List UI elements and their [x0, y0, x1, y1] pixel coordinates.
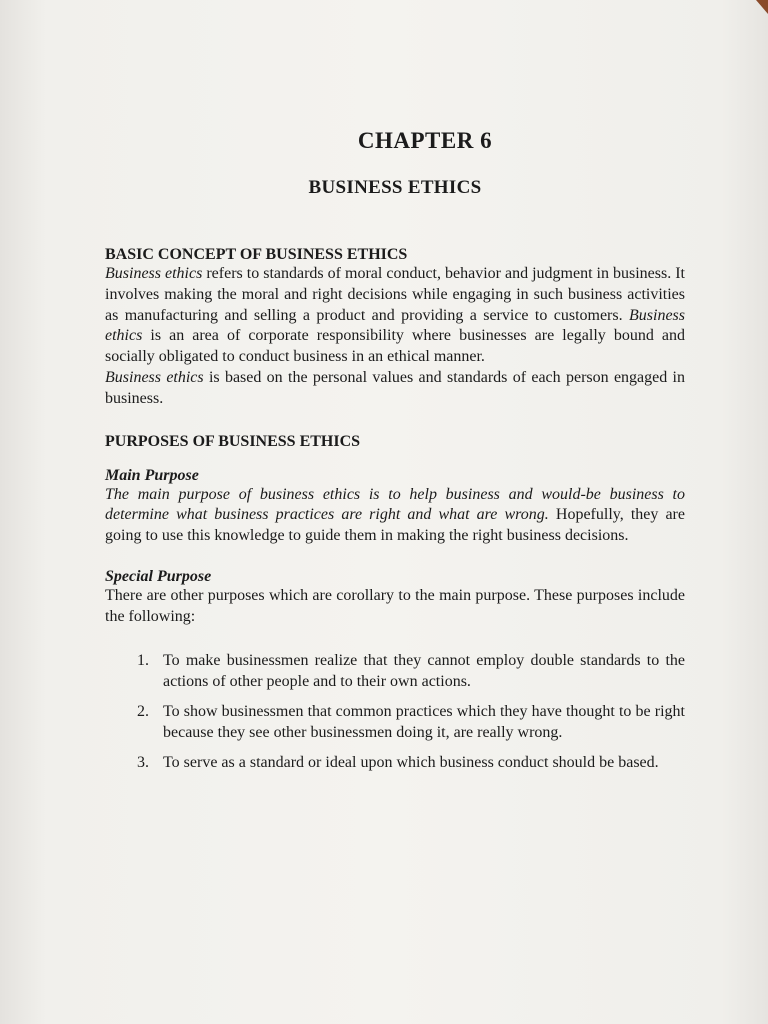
list-item-text: To show businessmen that common practices which they have thought to be right because they see other businessmen doing it, are really wrong. [163, 702, 685, 741]
list-item-number: 1. [137, 651, 149, 669]
list-item [105, 650, 685, 692]
subheading-special-purpose: Special Purpose [105, 567, 212, 585]
page-corner-mark [756, 0, 768, 14]
page-content [105, 128, 685, 782]
definition-text: refers to standards of moral conduct, behavior and judgment in business. It involves making the moral and right decisions while engaging in such business activities as manufacturing and selling a product and providing a service to customers. [105, 265, 686, 324]
chapter-subtitle: BUSINESS ETHICS [308, 177, 482, 198]
list-item-text: To serve as a standard or ideal upon which business conduct should be based. [163, 753, 659, 771]
section-heading-purposes: PURPOSES OF BUSINESS ETHICS [105, 432, 361, 450]
term-business-ethics: Business ethics [105, 306, 685, 345]
list-item [105, 752, 685, 773]
main-purpose-statement: The main purpose of business ethics is to help business and would-be business to determine what business practices are right and what are wrong. [105, 485, 685, 524]
responsibility-text: is an area of corporate responsibility where businesses are legally bound and socially obligated to conduct business in an ethical manner. [105, 327, 685, 366]
section-heading-basic-concept: BASIC CONCEPT OF BUSINESS ETHICS [105, 246, 408, 263]
term-business-ethics: Business ethics [105, 368, 204, 386]
list-item-number: 3. [137, 753, 149, 771]
purposes-list [105, 650, 685, 773]
subheading-main-purpose: Main Purpose [105, 466, 199, 484]
main-purpose-text: Hopefully, they are going to use this knowledge to guide them in making the right business decisions. [105, 506, 685, 545]
list-item-text: To make businessmen realize that they cannot employ double standards to the actions of other people and to their own actions. [163, 651, 685, 690]
paragraph-main-purpose [105, 485, 685, 547]
paragraph-special-intro: There are other purposes which are corollary to the main purpose. These purposes include the following: [105, 586, 685, 625]
list-item-number: 2. [137, 702, 149, 720]
term-business-ethics: Business ethics [105, 265, 203, 282]
list-item [105, 701, 685, 743]
paragraph-definition [105, 264, 685, 368]
chapter-title: CHAPTER 6 [357, 128, 493, 153]
personal-values-text: is based on the personal values and standards of each person engaged in business. [105, 368, 685, 407]
paragraph-personal-values [105, 368, 685, 410]
